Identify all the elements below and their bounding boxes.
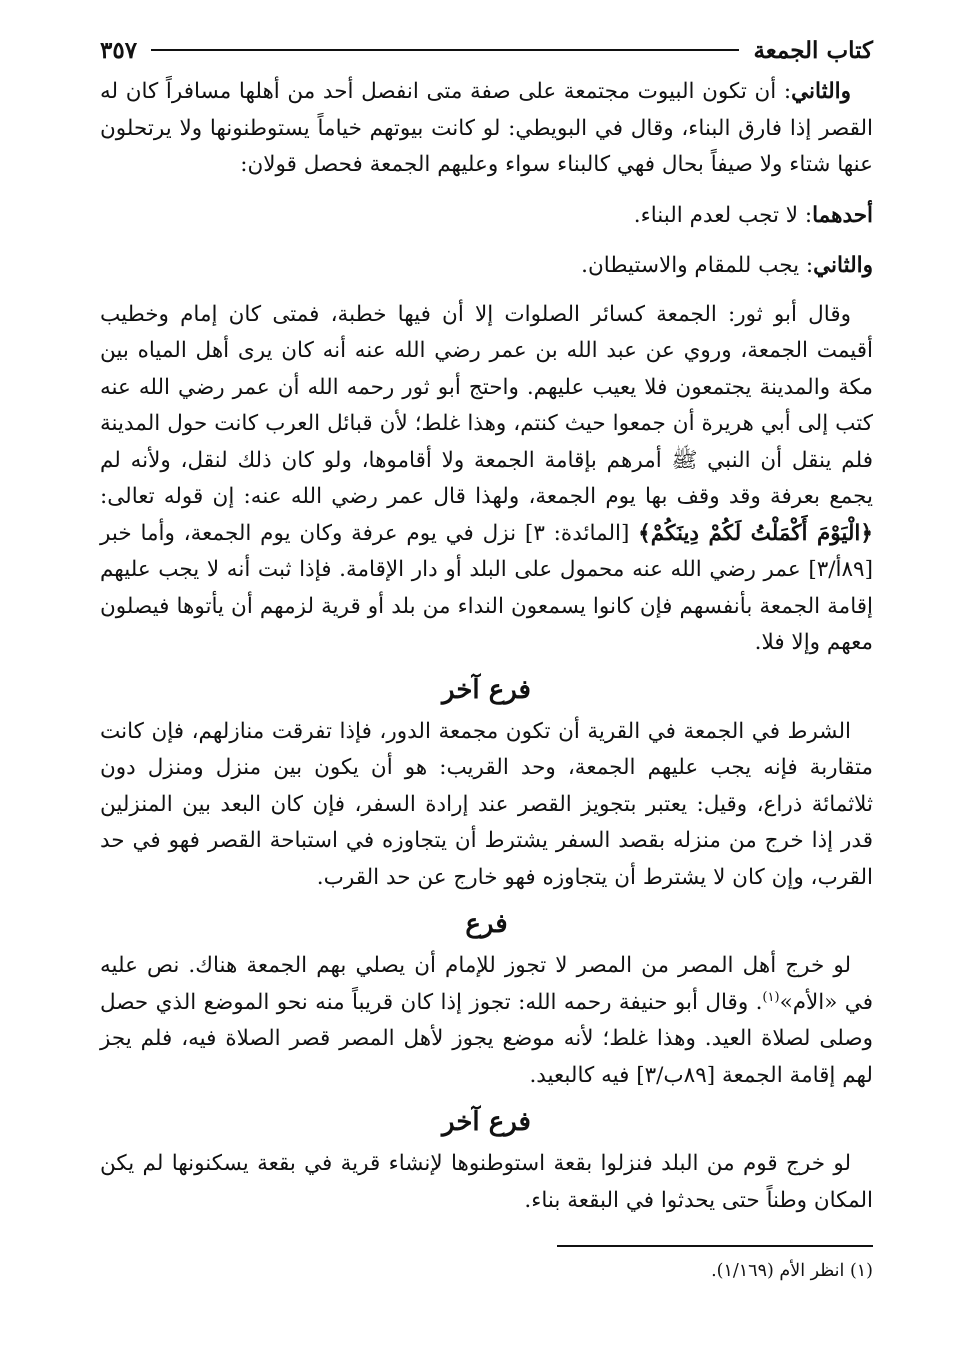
opinion-two (100, 248, 873, 285)
paragraph-text: [المائدة: ٣] نزل في يوم عرفة وكان يوم الجمعة، وأما خبر [٨٩أ/٣] عمر رضي الله عنه محمول على البلد أو دار الإقامة. فإذا ثبت أنه لا يجب عليهم إقامة الجمعة بأنفسهم فإن كانوا يسمعون النداء من بلد أو قرية لزمهم أن يأتوها فيصلون معهم وإلا فلا. (100, 520, 873, 655)
paragraph-text: وقال أبو ثور: الجمعة كسائر الصلوات إلا أن فيها خطبة، فمتى كان إمام وخطيب أقيمت الجمعة، وروي عن عبد الله بن عمر رضي الله عنه أنه كان يرى أهل المياه بين مكة والمدينة يجتمعون فلا يعيب عليهم. واحتج أبو ثور رحمه الله أن عمر رضي الله عنه كتب إلى أبي هريرة أن جمعوا حيث كنتم، وهذا غلط؛ لأن قبائل العرب كانت حول المدينة فلم ينقل أن النبي ﷺ أمرهم بإقامة الجمعة ولا أقاموها، ولو كان ذلك لنقل، ولأنه لم يجمع بعرفة وقد وقف بها يوم الجمعة، ولهذا قال عمر رضي الله عنه: إن قوله تعالى: (100, 301, 873, 509)
footnote (100, 1257, 873, 1285)
opinion-text: : لا تجب لعدم البناء. (633, 202, 813, 228)
paragraph-abu-thawr (100, 297, 873, 662)
paragraph-village-condition: الشرط في الجمعة في القرية أن تكون مجمعة الدور، فإذا تفرقت منازلهم، فإن كانت متقاربة فإنه يجب عليهم الجمعة، وحد القريب: هو أن يكون بين منزل ومنزل دون ثلاثمائة ذراع، وقيل: يعتبر بتجويز القصر عند إرادة السفر، فإن كان البعد بين المنزلين قدر إذا خرج من منزله بقصد السفر يشترط أن يتجاوزه في استباحة القصر فهو في حد القرب، وإن كان لا يشترط أن يتجاوزه فهو خارج عن حد القرب. (100, 718, 873, 890)
quran-verse: ﴿الْيَوْمَ أَكْمَلْتُ لَكُمْ دِينَكُمْ﴾ (638, 520, 873, 546)
paragraph-text: . وقال أبو حنيفة رحمه الله: تجوز إذا كان قريباً منه نحو الموضع الذي حصل وصلى لصلاة العيد. وهذا غلط؛ لأنه موضع يجوز لأهل المصر قصر الصلاة فيه، فلم يجز لهم إقامة الجمعة [٨٩ب/٣] فيه كالبعيد. (100, 989, 873, 1088)
book-title: كتاب الجمعة (753, 36, 873, 64)
lead-word: والثاني (791, 79, 851, 104)
opinion-one (100, 198, 873, 235)
lead-word: والثاني (813, 253, 873, 278)
footnote-number: (١) (849, 1261, 873, 1281)
section-heading: فرع آخر (442, 1107, 531, 1137)
footnote-text: انظر الأم (١/١٦٩). (711, 1261, 845, 1281)
footnote-divider (557, 1245, 873, 1247)
section-heading: فرع (465, 909, 508, 939)
running-header (100, 30, 873, 70)
paragraph-text: لو خرج أهل المصر من المصر لا تجوز للإمام أن يصلي بهم الجمعة هناك. نص عليه في «الأم» (100, 953, 873, 1015)
page-number: ٣٥٧ (100, 36, 138, 64)
header-rule (151, 49, 739, 51)
paragraph-text: : أن تكون البيوت مجتمعة على صفة متى انفصل أحد من أهلها مسافراً كان له القصر إذا فارق البناء، وقال في البويطي: لو كانت بيوتهم خياماً يستوطنونها ولا يرتحلون عنها شتاء ولا صيفاً بحال فهي كالبناء سواء وعليهم الجمعة فحصل قولان: (100, 79, 873, 177)
lead-word: أحدهما (812, 202, 873, 228)
footnote-reference[interactable]: (١) (762, 989, 780, 1005)
paragraph-new-settlement: لو خرج قوم من البلد فنزلوا بقعة استوطنوها لإنشاء قرية في بقعة يسكنونها لم يكن المكان وطناً حتى يحدثوا في البقعة بناء. (100, 1151, 873, 1213)
paragraph-city-people (100, 948, 873, 1094)
paragraph-second-condition (100, 74, 873, 184)
section-heading: فرع آخر (442, 674, 531, 705)
opinion-text: : يجب للمقام والاستيطان. (581, 253, 814, 278)
